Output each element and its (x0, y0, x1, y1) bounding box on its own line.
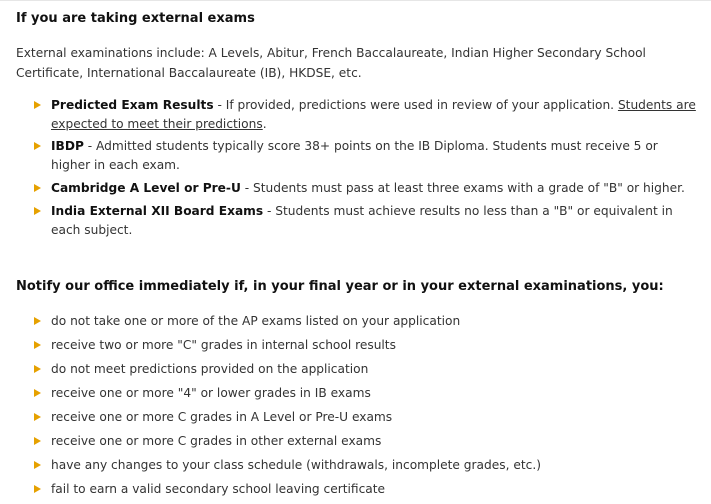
item-text: have any changes to your class schedule (withdrawals, incomplete grades, etc.) (51, 458, 541, 472)
list-item (34, 336, 698, 355)
item-text: - Admitted students typically score 38+ points on the IB Diploma. Students must receive 5 or higher in each exam. (51, 139, 658, 172)
item-text: receive two or more "C" grades in internal school results (51, 338, 396, 352)
item-text: - Students must achieve results no less than a "B" or equivalent in each subject. (51, 204, 673, 237)
notify-heading: Notify our office immediately if, in your final year or in your external examinations, you: (16, 279, 664, 294)
item-text: fail to earn a valid secondary school leaving certificate (51, 482, 386, 496)
triangle-right-icon (34, 184, 41, 192)
external-exams-intro: External examinations include: A Levels, Abitur, French Baccalaureate, Indian Higher Secondary School Certificate, International Baccalaureate (IB), HKDSE, etc. (16, 46, 646, 80)
triangle-right-icon (34, 341, 41, 349)
item-term: India External XII Board Exams (51, 204, 264, 218)
item-text: do not take one or more of the AP exams listed on your application (51, 314, 461, 328)
triangle-right-icon (34, 461, 41, 469)
triangle-right-icon (34, 317, 41, 325)
item-text: receive one or more "4" or lower grades in IB exams (51, 386, 371, 400)
item-text: receive one or more C grades in other external exams (51, 434, 382, 448)
list-item (34, 456, 698, 475)
item-text: - Students must pass at least three exams with a grade of "B" or higher. (240, 181, 685, 195)
item-text: do not meet predictions provided on the application (51, 362, 369, 376)
list-item (34, 137, 698, 175)
triangle-right-icon (34, 142, 41, 150)
list-item (34, 360, 698, 379)
item-text: receive one or more C grades in A Level or Pre-U exams (51, 410, 393, 424)
list-item (34, 179, 698, 198)
external-exams-list (34, 96, 698, 244)
top-divider (0, 0, 711, 1)
triangle-right-icon (34, 101, 41, 109)
list-item (34, 96, 698, 134)
predictions-link[interactable]: Students are expected to meet their predictions (51, 98, 696, 131)
list-item (34, 432, 698, 451)
item-tail: . (262, 117, 267, 131)
triangle-right-icon (34, 413, 41, 421)
triangle-right-icon (34, 207, 41, 215)
list-item (34, 480, 698, 499)
item-term: IBDP (51, 139, 84, 153)
item-text: - If provided, predictions were used in review of your application. (213, 98, 618, 112)
list-item (34, 408, 698, 427)
triangle-right-icon (34, 485, 41, 493)
triangle-right-icon (34, 389, 41, 397)
triangle-right-icon (34, 437, 41, 445)
notify-list (34, 312, 698, 504)
item-term: Predicted Exam Results (51, 98, 214, 112)
item-term: Cambridge A Level or Pre-U (51, 181, 241, 195)
triangle-right-icon (34, 365, 41, 373)
external-exams-heading: If you are taking external exams (16, 11, 255, 26)
list-item (34, 384, 698, 403)
list-item (34, 312, 698, 331)
list-item (34, 202, 698, 240)
